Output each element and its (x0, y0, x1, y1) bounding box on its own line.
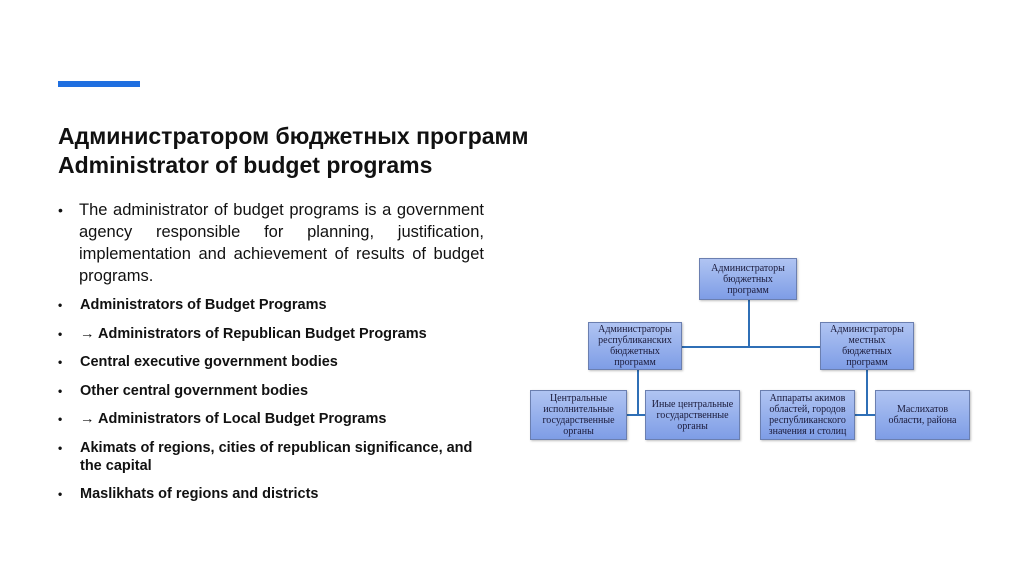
list-item: • → Administrators of Republican Budget Programs (58, 325, 427, 342)
bullet-icon: • (58, 202, 63, 218)
intro-paragraph (58, 199, 484, 287)
bullet-icon: • (58, 440, 63, 455)
bullet-icon: • (58, 383, 63, 398)
list-item: • Central executive government bodies (58, 354, 338, 370)
box-central-executive: Центральные исполнительные государственные органы (530, 390, 627, 440)
bullet-icon: • (58, 298, 63, 312)
intro-text: The administrator of budget programs is a government agency responsible for planning, justification, implementation and achievement of results of budget programs. (79, 201, 484, 285)
connector-root-down (748, 300, 750, 347)
list-item: • Akimats of regions, cities of republican significance, and the capital (58, 439, 473, 474)
list-item: • Other central government bodies (58, 382, 309, 399)
bullet-icon: • (58, 412, 63, 426)
box-maslikhats: Маслихатов области, района (875, 390, 970, 440)
bullet-list (58, 296, 498, 514)
bullet-icon: • (58, 487, 63, 501)
connector-left-down (637, 370, 639, 415)
bullet-icon: • (58, 355, 63, 369)
box-other-central: Иные центральные государственные органы (645, 390, 740, 440)
accent-bar (58, 81, 140, 87)
box-akimats: Аппараты акимов областей, городов республиканского значения и столиц (760, 390, 855, 440)
connector-horizontal (682, 346, 820, 348)
title-russian: Администратором бюджетных программ (58, 123, 529, 149)
title-english: Administrator of budget programs (58, 152, 433, 178)
list-item: • Maslikhats of regions and districts (58, 486, 319, 502)
box-republican: Администраторы республиканских бюджетных программ (588, 322, 682, 370)
connector-right-down (866, 370, 868, 415)
box-local: Администраторы местных бюджетных программ (820, 322, 914, 370)
list-item: • Administrators of Budget Programs (58, 297, 327, 313)
bullet-icon: • (58, 326, 63, 341)
list-item: • → Administrators of Local Budget Programs (58, 411, 387, 427)
slide-title (58, 122, 618, 180)
connector-left-horizontal (627, 414, 645, 416)
connector-right-horizontal (855, 414, 875, 416)
box-root: Администраторы бюджетных программ (699, 258, 797, 300)
